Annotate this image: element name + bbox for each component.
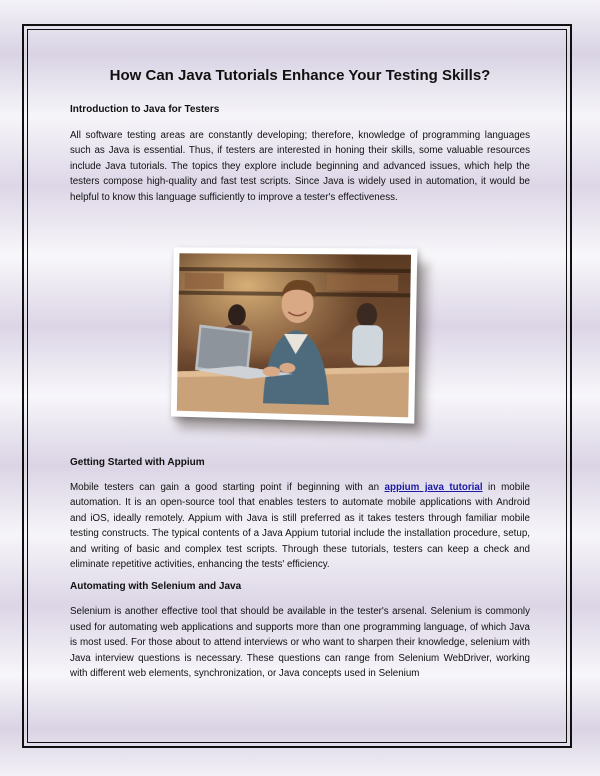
section-heading-intro: Introduction to Java for Testers [70,104,220,115]
paragraph-text-before-link: Mobile testers can gain a good starting point if beginning with an [70,482,385,493]
photo-image [177,253,411,417]
section-paragraph-selenium: Selenium is another effective tool that should be available in the tester's arsenal. Selenium is commonly used for automating web applications and supports more than one programming language, of which Java is most used. For those about to attend interviews or who want to sharpen their knowledge, selenium with Java interview questions is necessary. These questions can range from Selenium WebDriver, working with different web elements, synchronization, or Java concepts used in Selenium [70,606,530,680]
paragraph-text-after-link: in mobile automation. It is an open-source tool that enables testers to automate mobile applications with Android and iOS, ideally remotely. Appium with Java is still preferred as it takes testers through familiar mobile testing constructs. The typical contents of a Java Appium tutorial include the installation procedure, setup, and writing of basic and complex test scripts. Through these tutorials, testers can keep a check and eliminate repetitive activities, enhancing the tests' efficiency. [70,482,530,571]
section-heading-appium: Getting Started with Appium [70,457,205,468]
photo-frame [171,247,417,423]
section-paragraph-appium [70,480,530,572]
student-laptop-photo [170,248,426,432]
document-content [70,66,530,205]
section-heading-selenium: Automating with Selenium and Java [70,581,242,593]
appium-java-tutorial-link[interactable]: appium java tutorial [384,482,483,493]
page-title: How Can Java Tutorials Enhance Your Testing Skills? [109,67,491,84]
section-paragraph-intro: All software testing areas are constantly developing; therefore, knowledge of programming languages such as Java is essential. Thus, if testers are interested in honing their skills, some valuable resources include Java tutorials. The topics they explore include beginning and advanced issues, which help the testers compose high-quality and fast test scripts. Since Java is widely used in automation, it would be helpful to know this language sufficiently to improve a tester's effectiveness. [70,130,530,203]
document-content-lower [70,456,530,681]
